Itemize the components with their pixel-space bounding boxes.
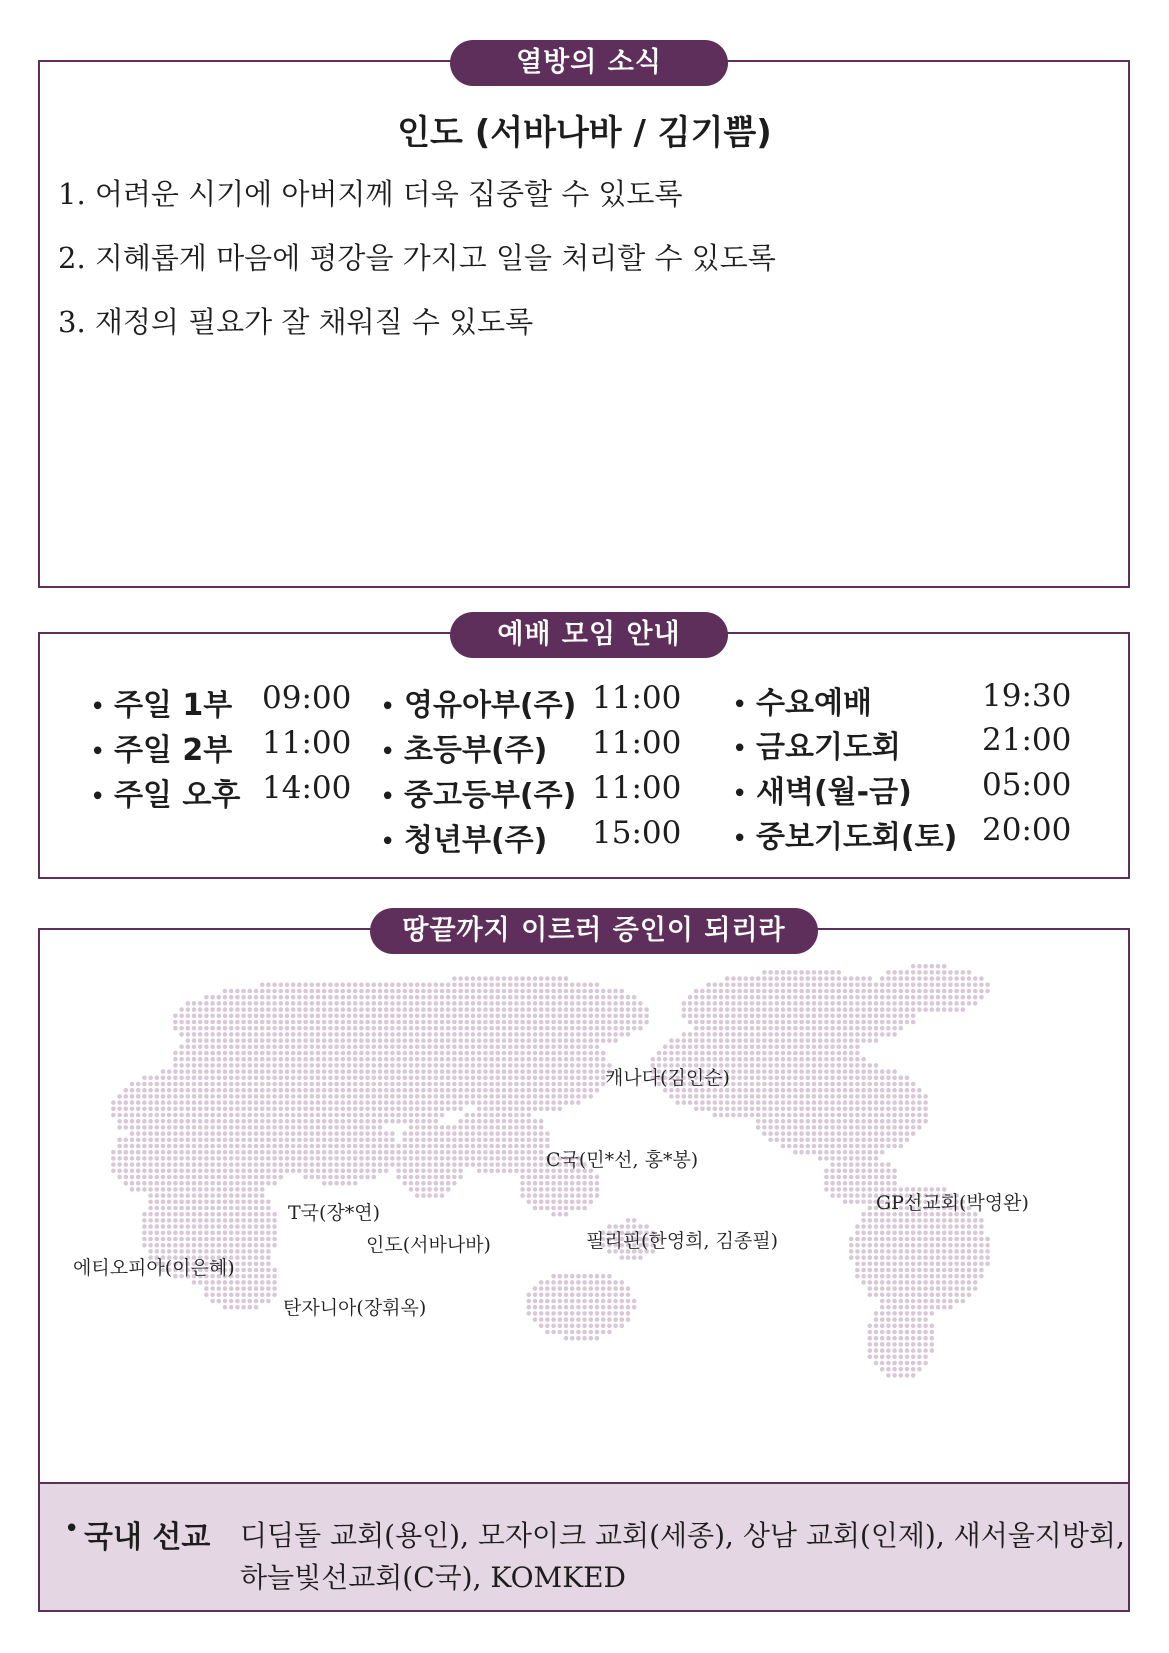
news-header: 열방의 소식: [450, 40, 728, 86]
worship-label: 청년부(주): [404, 823, 548, 858]
news-item: 2. 지혜롭게 마음에 평강을 가지고 일을 처리할 수 있도록: [58, 241, 776, 275]
worship-label: 새벽(월-금): [756, 775, 912, 810]
worship-time: 11:00: [592, 770, 682, 806]
worship-item: [90, 725, 232, 769]
worship-item: [380, 815, 547, 859]
news-item: 3. 재정의 필요가 잘 채워질 수 있도록: [58, 305, 534, 339]
worship-time: 15:00: [592, 815, 682, 851]
worship-label: 수요예배: [756, 686, 872, 721]
worship-label: 초등부(주): [404, 733, 548, 768]
worship-item: [732, 812, 957, 856]
worship-time: 21:00: [982, 722, 1072, 758]
worship-time: 19:30: [982, 678, 1072, 714]
worship-time: 11:00: [262, 725, 352, 761]
domestic-mission-line: 하늘빛선교회(C국), KOMKED: [240, 1561, 627, 1594]
worship-item: [90, 770, 240, 814]
map-label-tanzania: 탄자니아(장휘옥): [283, 1297, 427, 1319]
bullet-icon: •: [90, 737, 106, 767]
worship-label: 주일 오후: [114, 778, 241, 813]
bullet-icon: •: [732, 734, 748, 764]
bullet-icon: •: [380, 737, 396, 767]
news-item: 1. 어려운 시기에 아버지께 더욱 집중할 수 있도록: [58, 177, 683, 211]
world-map-dots: [40, 960, 1128, 1480]
bullet-icon: •: [64, 1514, 80, 1544]
map-label-india: 인도(서바나바): [366, 1234, 491, 1256]
worship-time: 11:00: [592, 680, 682, 716]
worship-header: 예배 모임 안내: [450, 612, 728, 658]
domestic-mission-label: 국내 선교: [84, 1520, 211, 1555]
bullet-icon: •: [380, 692, 396, 722]
map-label-t-country: T국(장*연): [288, 1202, 381, 1224]
bullet-icon: •: [90, 692, 106, 722]
worship-label: 주일 1부: [114, 688, 233, 723]
worship-label: 금요기도회: [756, 730, 901, 765]
worship-item: [90, 680, 232, 724]
worship-item: [732, 722, 901, 766]
map-label-philippines: 필리핀(한영희, 김종필): [586, 1230, 779, 1252]
worship-label: 영유아부(주): [404, 688, 577, 723]
worship-label: 중고등부(주): [404, 778, 577, 813]
domestic-mission-line: 디딤돌 교회(용인), 모자이크 교회(세종), 상남 교회(인제), 새서울지방회,: [240, 1519, 1125, 1552]
mission-header: 땅끝까지 이르러 증인이 되리라: [370, 908, 818, 954]
news-title: 인도 (서바나바 / 김기쁨): [397, 113, 772, 153]
worship-time: 11:00: [592, 725, 682, 761]
domestic-mission-panel: [40, 1482, 1128, 1610]
worship-item: [732, 678, 872, 722]
map-label-c-country: C국(민*선, 홍*봉): [546, 1149, 699, 1171]
map-label-ethiopia: 에티오피아(이은혜): [73, 1257, 235, 1279]
bullet-icon: •: [380, 827, 396, 857]
bullet-icon: •: [380, 782, 396, 812]
map-label-canada: 캐나다(김인순): [605, 1067, 730, 1089]
worship-item: [732, 767, 912, 811]
bullet-icon: •: [732, 779, 748, 809]
worship-time: 20:00: [982, 812, 1072, 848]
worship-time: 14:00: [262, 770, 352, 806]
map-label-gp: GP선교회(박영완): [876, 1192, 1029, 1214]
worship-item: [380, 725, 547, 769]
bullet-icon: •: [732, 690, 748, 720]
worship-time: 05:00: [982, 767, 1072, 803]
worship-item: [380, 680, 576, 724]
bullet-icon: •: [90, 782, 106, 812]
bullet-icon: •: [732, 824, 748, 854]
worship-label: 중보기도회(토): [756, 820, 958, 855]
worship-label: 주일 2부: [114, 733, 233, 768]
worship-item: [380, 770, 576, 814]
worship-time: 09:00: [262, 680, 352, 716]
